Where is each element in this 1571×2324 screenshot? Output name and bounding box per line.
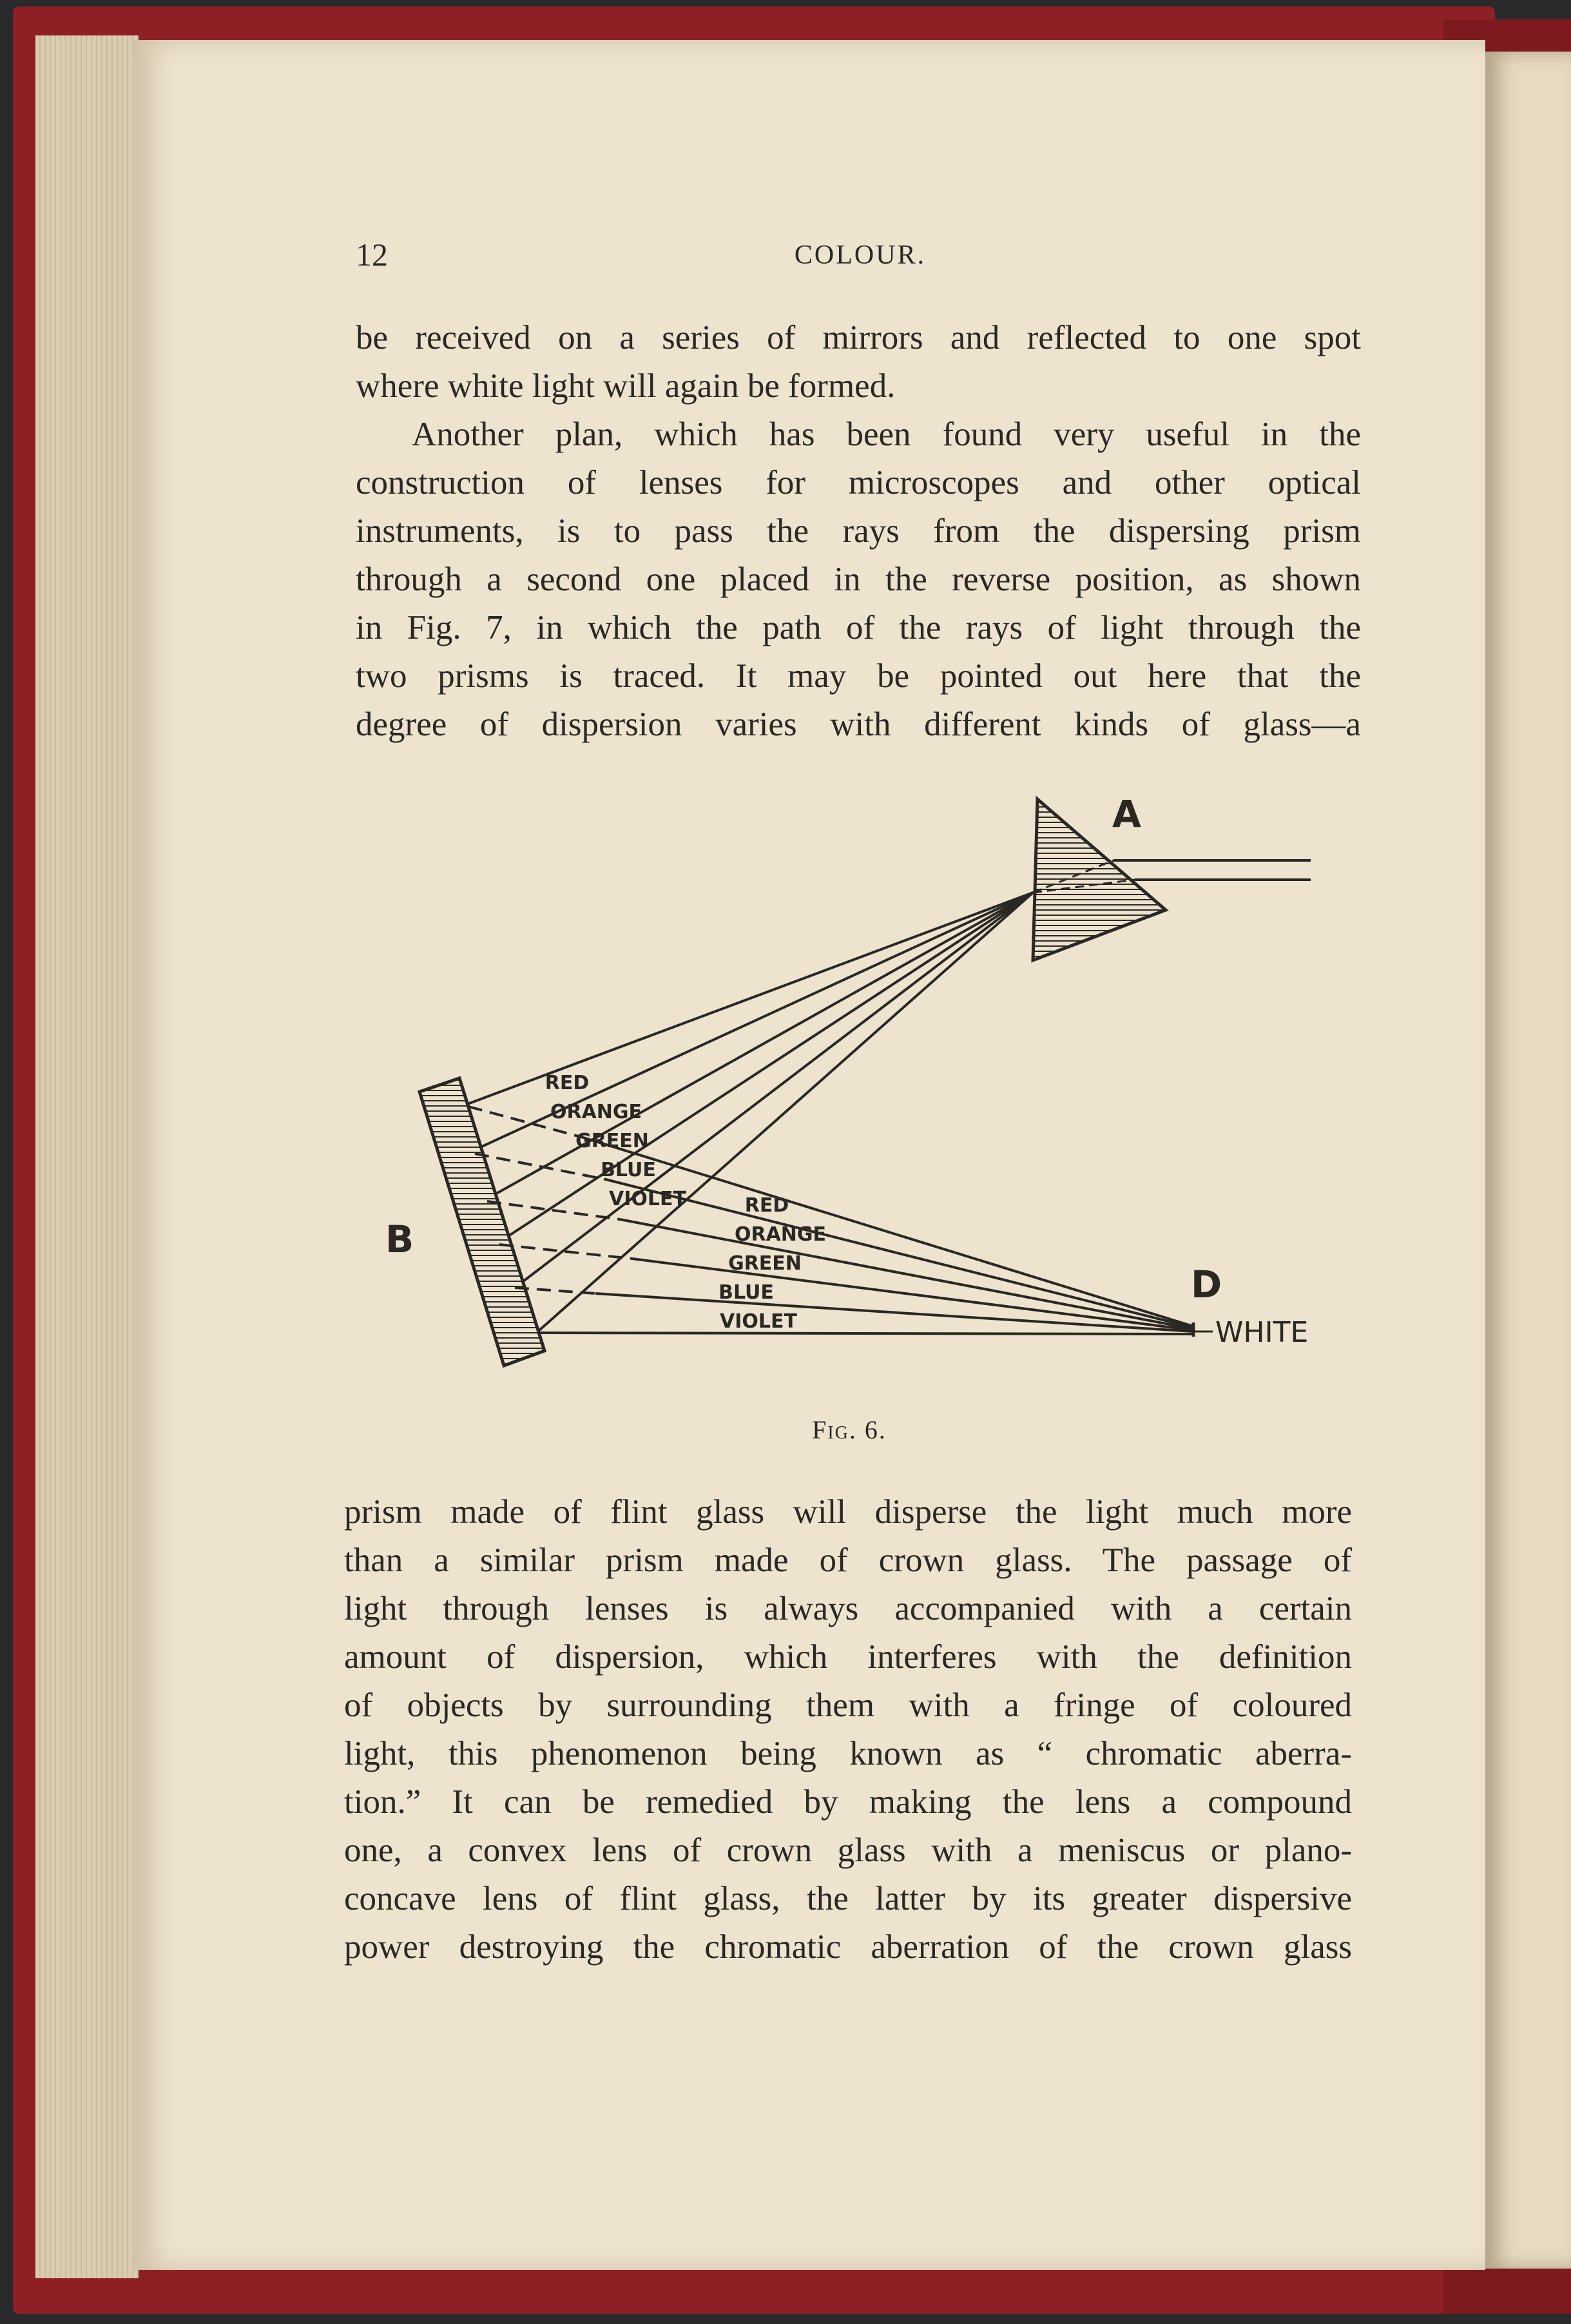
text-line: where white light will again be formed. <box>356 367 896 405</box>
text-line: one, a convex lens of crown glass with a meniscus or plano- <box>344 1832 1352 1869</box>
text-line: degree of dispersion varies with different kinds of glass—a <box>356 706 1361 743</box>
page-number: 12 <box>356 237 388 273</box>
text-line: in Fig. 7, in which the path of the rays of light through the <box>356 609 1361 646</box>
reflected-label-violet: VIOLET <box>720 1310 797 1333</box>
text-line: Another plan, which has been found very useful in the <box>412 416 1361 453</box>
text-line: light through lenses is always accompanied with a certain <box>344 1590 1352 1627</box>
text-line: light, this phenomenon being known as “ chromatic aberra- <box>344 1735 1352 1772</box>
text-line: tion.” It can be remedied by making the lens a compound <box>344 1783 1352 1821</box>
mirror-b <box>419 1078 545 1366</box>
text-line: power destroying the chromatic aberration of the crown glass <box>344 1928 1352 1966</box>
incident-label-blue: BLUE <box>601 1159 656 1181</box>
incident-label-violet: VIOLET <box>609 1188 686 1210</box>
incident-label-green: GREEN <box>575 1130 649 1152</box>
reflected-label-green: GREEN <box>728 1252 802 1275</box>
reflected-ray-dashed <box>487 1201 620 1219</box>
reflected-ray <box>632 1259 1193 1330</box>
text-line: prism made of flint glass will disperse the light much more <box>344 1493 1352 1531</box>
label-white: WHITE <box>1215 1316 1309 1349</box>
text-line: through a second one placed in the reverse position, as shown <box>356 561 1361 598</box>
incident-label-orange: ORANGE <box>550 1101 642 1123</box>
reflected-ray <box>539 1333 1193 1334</box>
label-a: A <box>1112 792 1141 836</box>
text-line: amount of dispersion, which interferes with the definition <box>344 1638 1352 1676</box>
text-line: two prisms is traced. It may be pointed out here that the <box>356 657 1361 695</box>
text-line: construction of lenses for microscopes and other optical <box>356 464 1361 501</box>
text-line: concave lens of flint glass, the latter by its greater dispersive <box>344 1880 1352 1917</box>
text-line: than a similar prism made of crown glass. The passage of <box>344 1542 1352 1579</box>
ray-blue <box>499 893 1033 1242</box>
reflected-label-red: RED <box>744 1194 789 1217</box>
reflected-label-blue: BLUE <box>718 1281 774 1304</box>
ray-green <box>487 893 1033 1199</box>
label-d: D <box>1191 1263 1222 1306</box>
paragraph-3 <box>344 1488 1352 1971</box>
label-b: B <box>385 1217 414 1261</box>
text-line: of objects by surrounding them with a fringe of coloured <box>344 1687 1352 1724</box>
running-title: COLOUR. <box>794 240 927 270</box>
reflected-label-orange: ORANGE <box>734 1223 827 1246</box>
figure-caption: Fig. 6. <box>812 1415 887 1444</box>
reflected-ray-dashed <box>499 1244 632 1259</box>
text-line: be received on a series of mirrors and reflected to one spot <box>356 319 1361 356</box>
text-line: instruments, is to pass the rays from the dispersing prism <box>356 512 1361 550</box>
reflected-ray <box>606 1179 1193 1328</box>
reflected-ray-dashed <box>475 1154 606 1179</box>
incident-label-red: RED <box>545 1072 590 1094</box>
